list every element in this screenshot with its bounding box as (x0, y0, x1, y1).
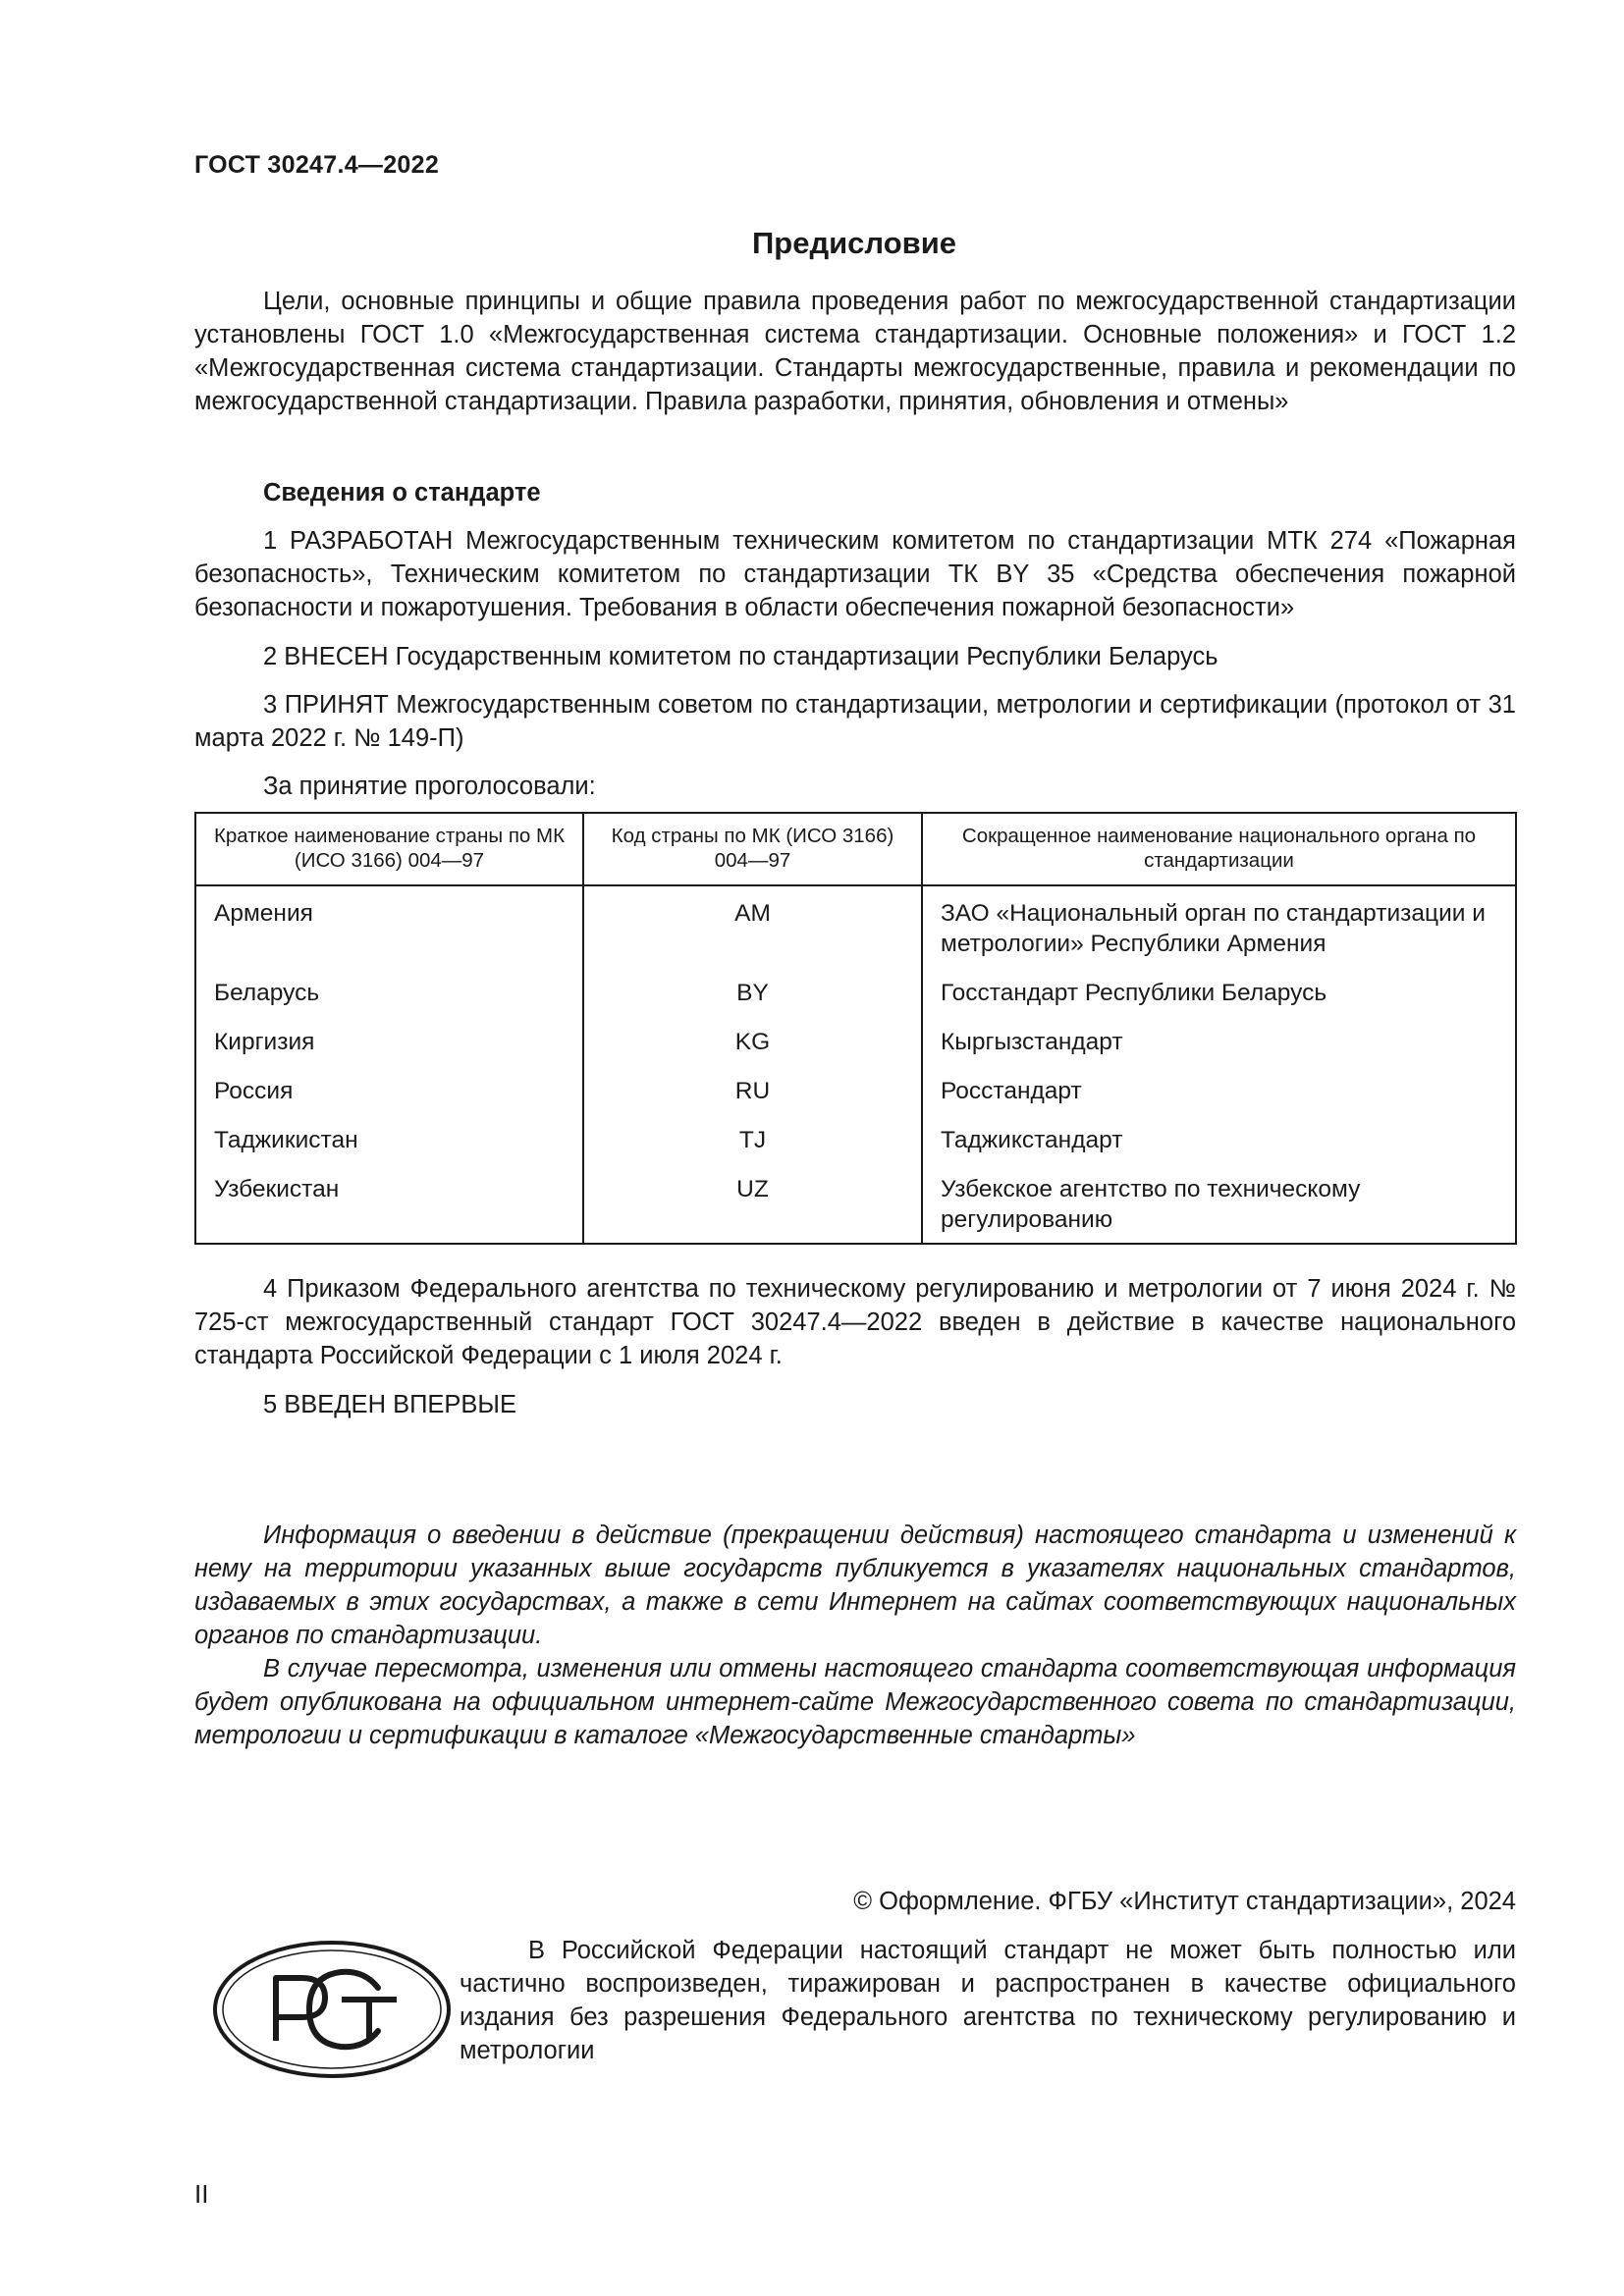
copyright-line: © Оформление. ФГБУ «Институт стандартизации», 2024 (853, 1888, 1516, 1915)
notice-paragraph-1: Информация о введении в действие (прекращении действия) настоящего стандарта и изменений к нему на территории указанных выше государств публикуется в указателях национальных стандартов, издаваемых в этих государствах, а также в сети Интернет на сайтах соответствующих национальных органов по стандартизации. (194, 1522, 1516, 1649)
table-row (195, 959, 1516, 1008)
country-cell: Россия (214, 1078, 294, 1104)
country-cell: Узбекистан (214, 1176, 340, 1202)
code-cell: UZ (583, 1155, 922, 1244)
country-cell: Таджикистан (214, 1127, 358, 1153)
table-row (195, 1155, 1516, 1244)
item-4-order: 4 Приказом Федерального агентства по техническому регулированию и метрологии от 7 июня 2024 г. № 725-ст межгосударственный стандарт ГОСТ 30247.4—2022 введен в действие в качестве национального стандарта Российской Федерации с 1 июля 2024 г. (194, 1275, 1516, 1369)
table-row (195, 885, 1516, 959)
body-cell: Таджикстандарт (922, 1106, 1516, 1155)
body-cell: Росстандарт (922, 1057, 1516, 1106)
code-cell: TJ (583, 1106, 922, 1155)
table-header-row (195, 813, 1516, 885)
code-cell: BY (583, 959, 922, 1008)
code-cell: KG (583, 1008, 922, 1057)
standard-code-header: ГОСТ 30247.4—2022 (194, 151, 440, 179)
body-cell: Госстандарт Республики Беларусь (922, 959, 1516, 1008)
code-cell: RU (583, 1057, 922, 1106)
country-cell: Беларусь (214, 980, 320, 1006)
table-header-body: Сокращенное наименование национального органа по стандартизации (922, 813, 1516, 885)
page-number: II (194, 2179, 209, 2209)
vote-table (194, 812, 1517, 1245)
body-cell: Кыргызстандарт (922, 1008, 1516, 1057)
info-heading: Сведения о стандарте (263, 479, 541, 507)
intro-paragraph: Цели, основные принципы и общие правила проведения работ по межгосударственной стандартизации установлены ГОСТ 1.0 «Межгосударственная система стандартизации. Основные положения» и ГОСТ 1.2 «Межгосударственная система стандартизации. Стандарты межгосударственные, правила и рекомендации по межгосударственной стандартизации. Правила разработки, принятия, обновления и отмены» (194, 288, 1516, 415)
table-header-country: Краткое наименование страны по МК (ИСО 3166) 004—97 (195, 813, 583, 885)
table-row (195, 1008, 1516, 1057)
pct-certification-mark-icon (211, 1939, 453, 2080)
table-row (195, 1106, 1516, 1155)
code-cell: AM (583, 885, 922, 959)
page-title: Предисловие (751, 226, 956, 260)
country-cell: Армения (214, 900, 313, 927)
item-3-adopted: 3 ПРИНЯТ Межгосударственным советом по стандартизации, метрологии и сертификации (протокол от 31 марта 2022 г. № 149-П) (194, 691, 1516, 752)
table-header-code: Код страны по МК (ИСО 3166) 004—97 (583, 813, 922, 885)
country-cell: Киргизия (214, 1029, 315, 1055)
legal-notice: В Российской Федерации настоящий стандарт не может быть полностью или частично воспроизведен, тиражирован и распространен в качестве официального издания без разрешения Федерального агентства по техническому регулированию и метрологии (460, 1937, 1516, 2064)
body-cell: Узбекское агентство по техническому регулированию (922, 1155, 1516, 1244)
vote-label: За принятие проголосовали: (263, 773, 596, 800)
notice-paragraph-2: В случае пересмотра, изменения или отмены настоящего стандарта соответствующая информация будет опубликована на официальном интернет-сайте Межгосударственного совета по стандартизации, метрологии и сертификации в каталоге «Межгосударственные стандарты» (194, 1655, 1516, 1749)
item-1-developed: 1 РАЗРАБОТАН Межгосударственным техническим комитетом по стандартизации МТК 274 «Пожарная безопасность», Техническим комитетом по стандартизации ТК BY 35 «Средства обеспечения пожарной безопасности и пожаротушения. Требования в области обеспечения пожарной безопасности» (194, 527, 1516, 621)
table-row (195, 1057, 1516, 1106)
item-5-introduced: 5 ВВЕДЕН ВПЕРВЫЕ (263, 1391, 517, 1418)
item-2-submitted: 2 ВНЕСЕН Государственным комитетом по стандартизации Республики Беларусь (263, 643, 1218, 670)
body-cell: ЗАО «Национальный орган по стандартизации и метрологии» Республики Армения (922, 885, 1516, 959)
